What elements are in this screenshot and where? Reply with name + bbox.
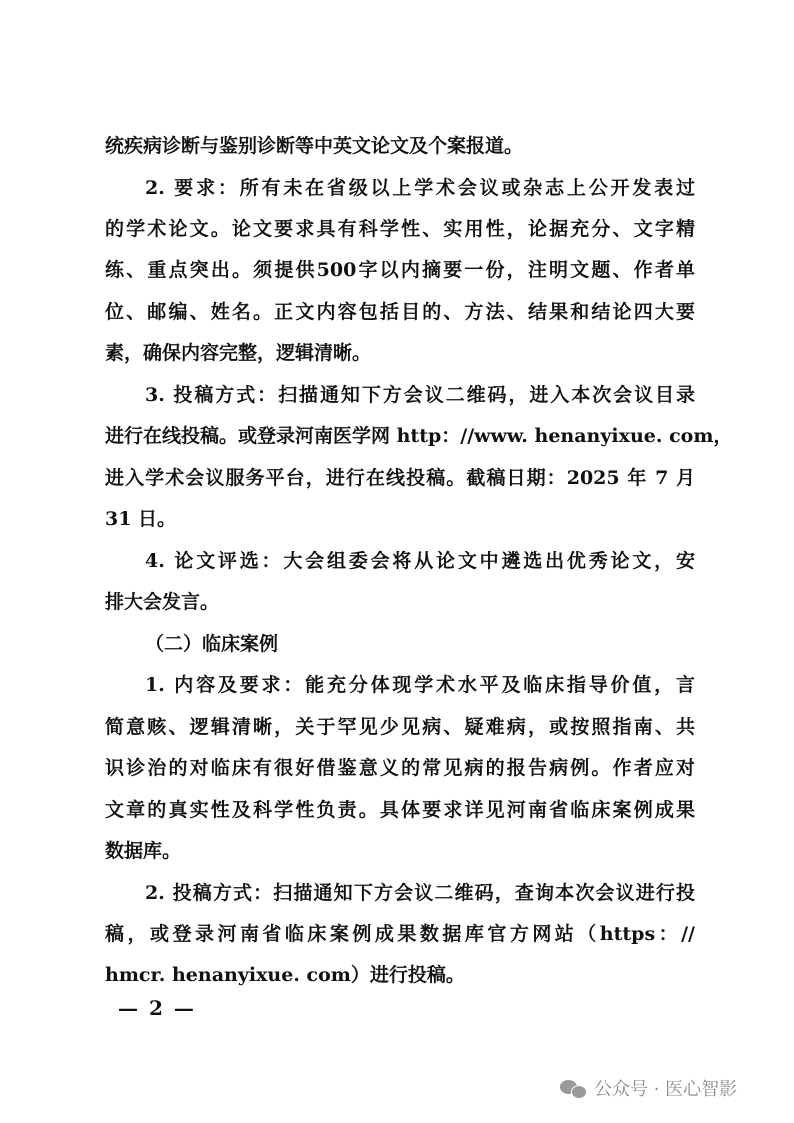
paragraph-line: 稿，或登录河南省临床案例成果数据库官方网站（https：// [105, 923, 695, 945]
paragraph-line: 2. 要求：所有未在省级以上学术会议或杂志上公开发表过 [145, 177, 695, 199]
paragraph-line: 4. 论文评选：大会组委会将从论文中遴选出优秀论文，安 [145, 550, 695, 572]
paragraph-line: 素，确保内容完整，逻辑清晰。 [105, 342, 372, 364]
section-heading: （二）临床案例 [145, 633, 279, 655]
paragraph-line: 练、重点突出。须提供500字以内摘要一份，注明文题、作者单 [105, 259, 695, 281]
paragraph-line: 位、邮编、姓名。正文内容包括目的、方法、结果和结论四大要 [105, 301, 695, 323]
page-number: — 2 — [118, 996, 196, 1020]
paragraph-line: 3. 投稿方式：扫描通知下方会议二维码，进入本次会议目录 [145, 384, 695, 406]
paragraph-line: 文章的真实性及科学性负责。具体要求详见河南省临床案例成果 [105, 799, 695, 821]
paragraph-line: 进行在线投稿。或登录河南医学网 http：//www. henanyixue. com， [105, 425, 733, 447]
paragraph-line: 简意赅、逻辑清晰，关于罕见少见病、疑难病，或按照指南、共 [105, 716, 695, 738]
paragraph-line: 进入学术会议服务平台，进行在线投稿。截稿日期：2025 年 7 月 [105, 467, 695, 489]
paragraph-line: hmcr. henanyixue. com）进行投稿。 [105, 964, 465, 986]
paragraph-line: 统疾病诊断与鉴别诊断等中英文论文及个案报道。 [105, 135, 524, 157]
wechat-icon [560, 1078, 586, 1098]
watermark-text: 公众号 · 医心智影 [594, 1079, 738, 1100]
paragraph-line: 的学术论文。论文要求具有科学性、实用性，论据充分、文字精 [105, 218, 695, 240]
paragraph-line: 1. 内容及要求：能充分体现学术水平及临床指导价值，言 [145, 674, 695, 696]
paragraph-line: 2. 投稿方式：扫描通知下方会议二维码，查询本次会议进行投 [145, 882, 695, 904]
paragraph-line: 排大会发言。 [105, 591, 220, 613]
paragraph-line: 31 日。 [105, 508, 177, 530]
paragraph-line: 数据库。 [105, 840, 182, 862]
paragraph-line: 识诊治的对临床有很好借鉴意义的常见病的报告病例。作者应对 [105, 757, 695, 779]
watermark [560, 1075, 737, 1101]
